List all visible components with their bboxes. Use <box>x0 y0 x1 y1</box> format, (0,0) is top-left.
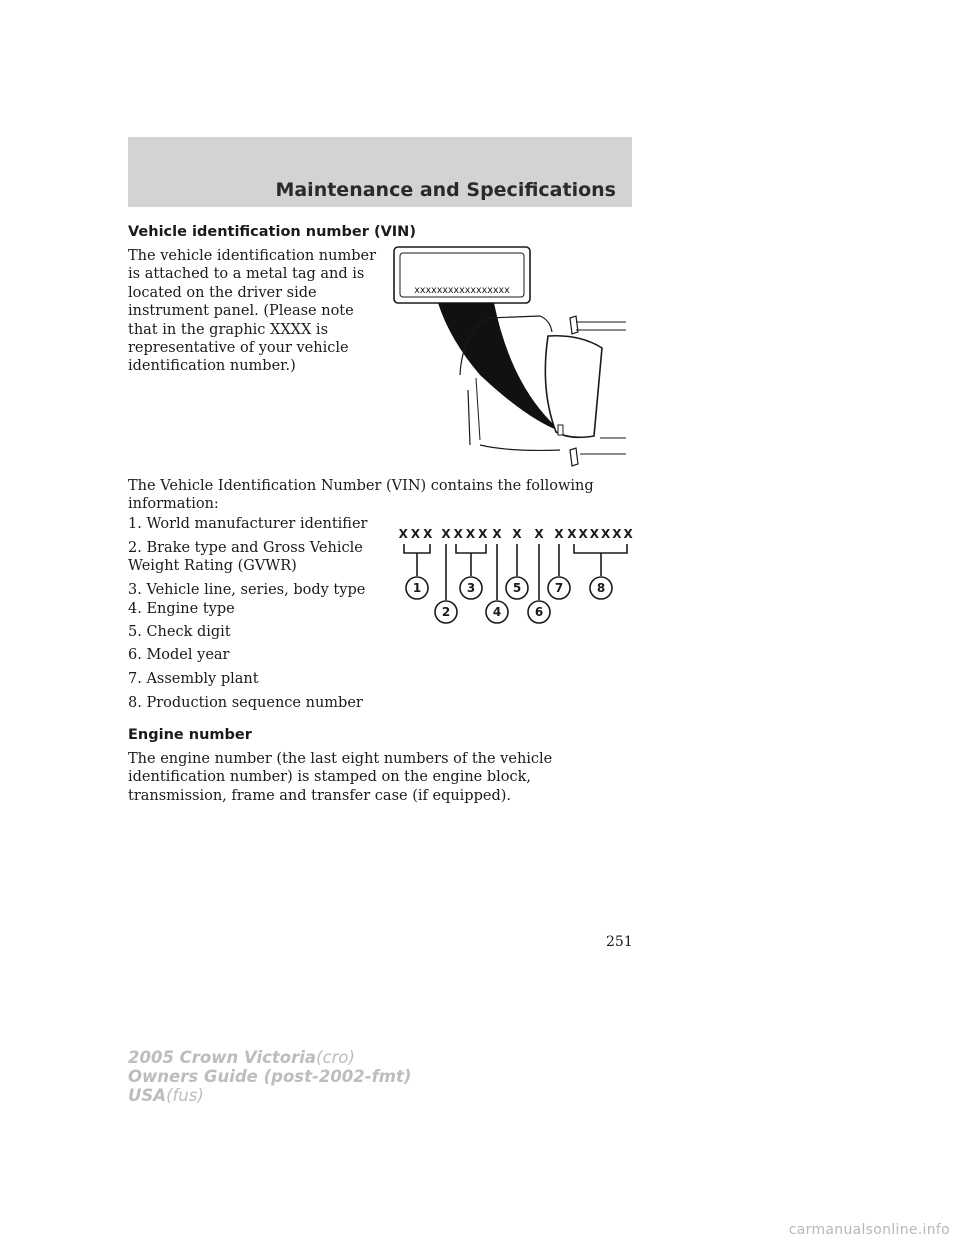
vin-breakdown-diagram <box>390 518 640 630</box>
list-item: 4. Engine type <box>128 601 235 617</box>
list-item: 8. Production sequence number <box>128 695 363 711</box>
vin-heading: Vehicle identification number (VIN) <box>128 224 416 240</box>
vin-group-5: X <box>512 527 522 541</box>
footer-model: 2005 Crown Victoria <box>128 1048 317 1067</box>
vin-group-6: X <box>534 527 544 541</box>
footer-model-code: (cro) <box>316 1048 355 1067</box>
vin-group-2: X <box>441 527 451 541</box>
vin-group-4: X <box>492 527 502 541</box>
footer-market: USA <box>128 1086 167 1105</box>
page-section-title: Maintenance and Specifications <box>275 179 616 201</box>
vin-label-6: 6 <box>534 605 544 619</box>
list-item: 3. Vehicle line, series, body type <box>128 582 366 598</box>
footer-guide: Owners Guide (post-2002-fmt) <box>128 1067 412 1086</box>
list-item: Weight Rating (GVWR) <box>128 558 297 574</box>
list-item: 6. Model year <box>128 647 230 663</box>
vin-label-2: 2 <box>441 605 451 619</box>
list-item: 5. Check digit <box>128 624 231 640</box>
watermark: carmanualsonline.info <box>788 1222 950 1238</box>
vin-group-1: XXX <box>398 527 436 541</box>
vin-contains-text: The Vehicle Identification Number (VIN) contains the following information: <box>128 478 594 513</box>
vin-label-5: 5 <box>512 581 522 595</box>
footer <box>128 1048 411 1105</box>
vin-group-3: XXX <box>453 527 491 541</box>
vin-label-8: 8 <box>596 581 606 595</box>
vin-location-illustration <box>390 240 630 470</box>
vin-tag-text: xxxxxxxxxxxxxxxxx <box>414 285 510 296</box>
list-item: 1. World manufacturer identifier <box>128 516 368 532</box>
vin-label-1: 1 <box>412 581 422 595</box>
footer-market-code: (fus) <box>166 1086 204 1105</box>
page-number: 251 <box>606 934 633 950</box>
vin-group-8: XXXXXX <box>567 527 635 541</box>
vin-intro-text: The vehicle identification number is attached to a metal tag and is located on the driver side instrument panel. (Please note that in the graphic XXXX is representative of your vehicle identification number.) <box>128 248 377 375</box>
vin-label-7: 7 <box>554 581 564 595</box>
vin-group-7: X <box>554 527 564 541</box>
vin-label-3: 3 <box>466 581 476 595</box>
engine-heading: Engine number <box>128 727 252 743</box>
vin-label-4: 4 <box>492 605 502 619</box>
engine-text: The engine number (the last eight numbers of the vehicle identification number) is stamped on the engine block, transmission, frame and transfer case (if equipped). <box>128 751 553 804</box>
header-band <box>128 137 632 207</box>
list-item: 7. Assembly plant <box>128 671 259 687</box>
list-item: 2. Brake type and Gross Vehicle <box>128 540 363 556</box>
